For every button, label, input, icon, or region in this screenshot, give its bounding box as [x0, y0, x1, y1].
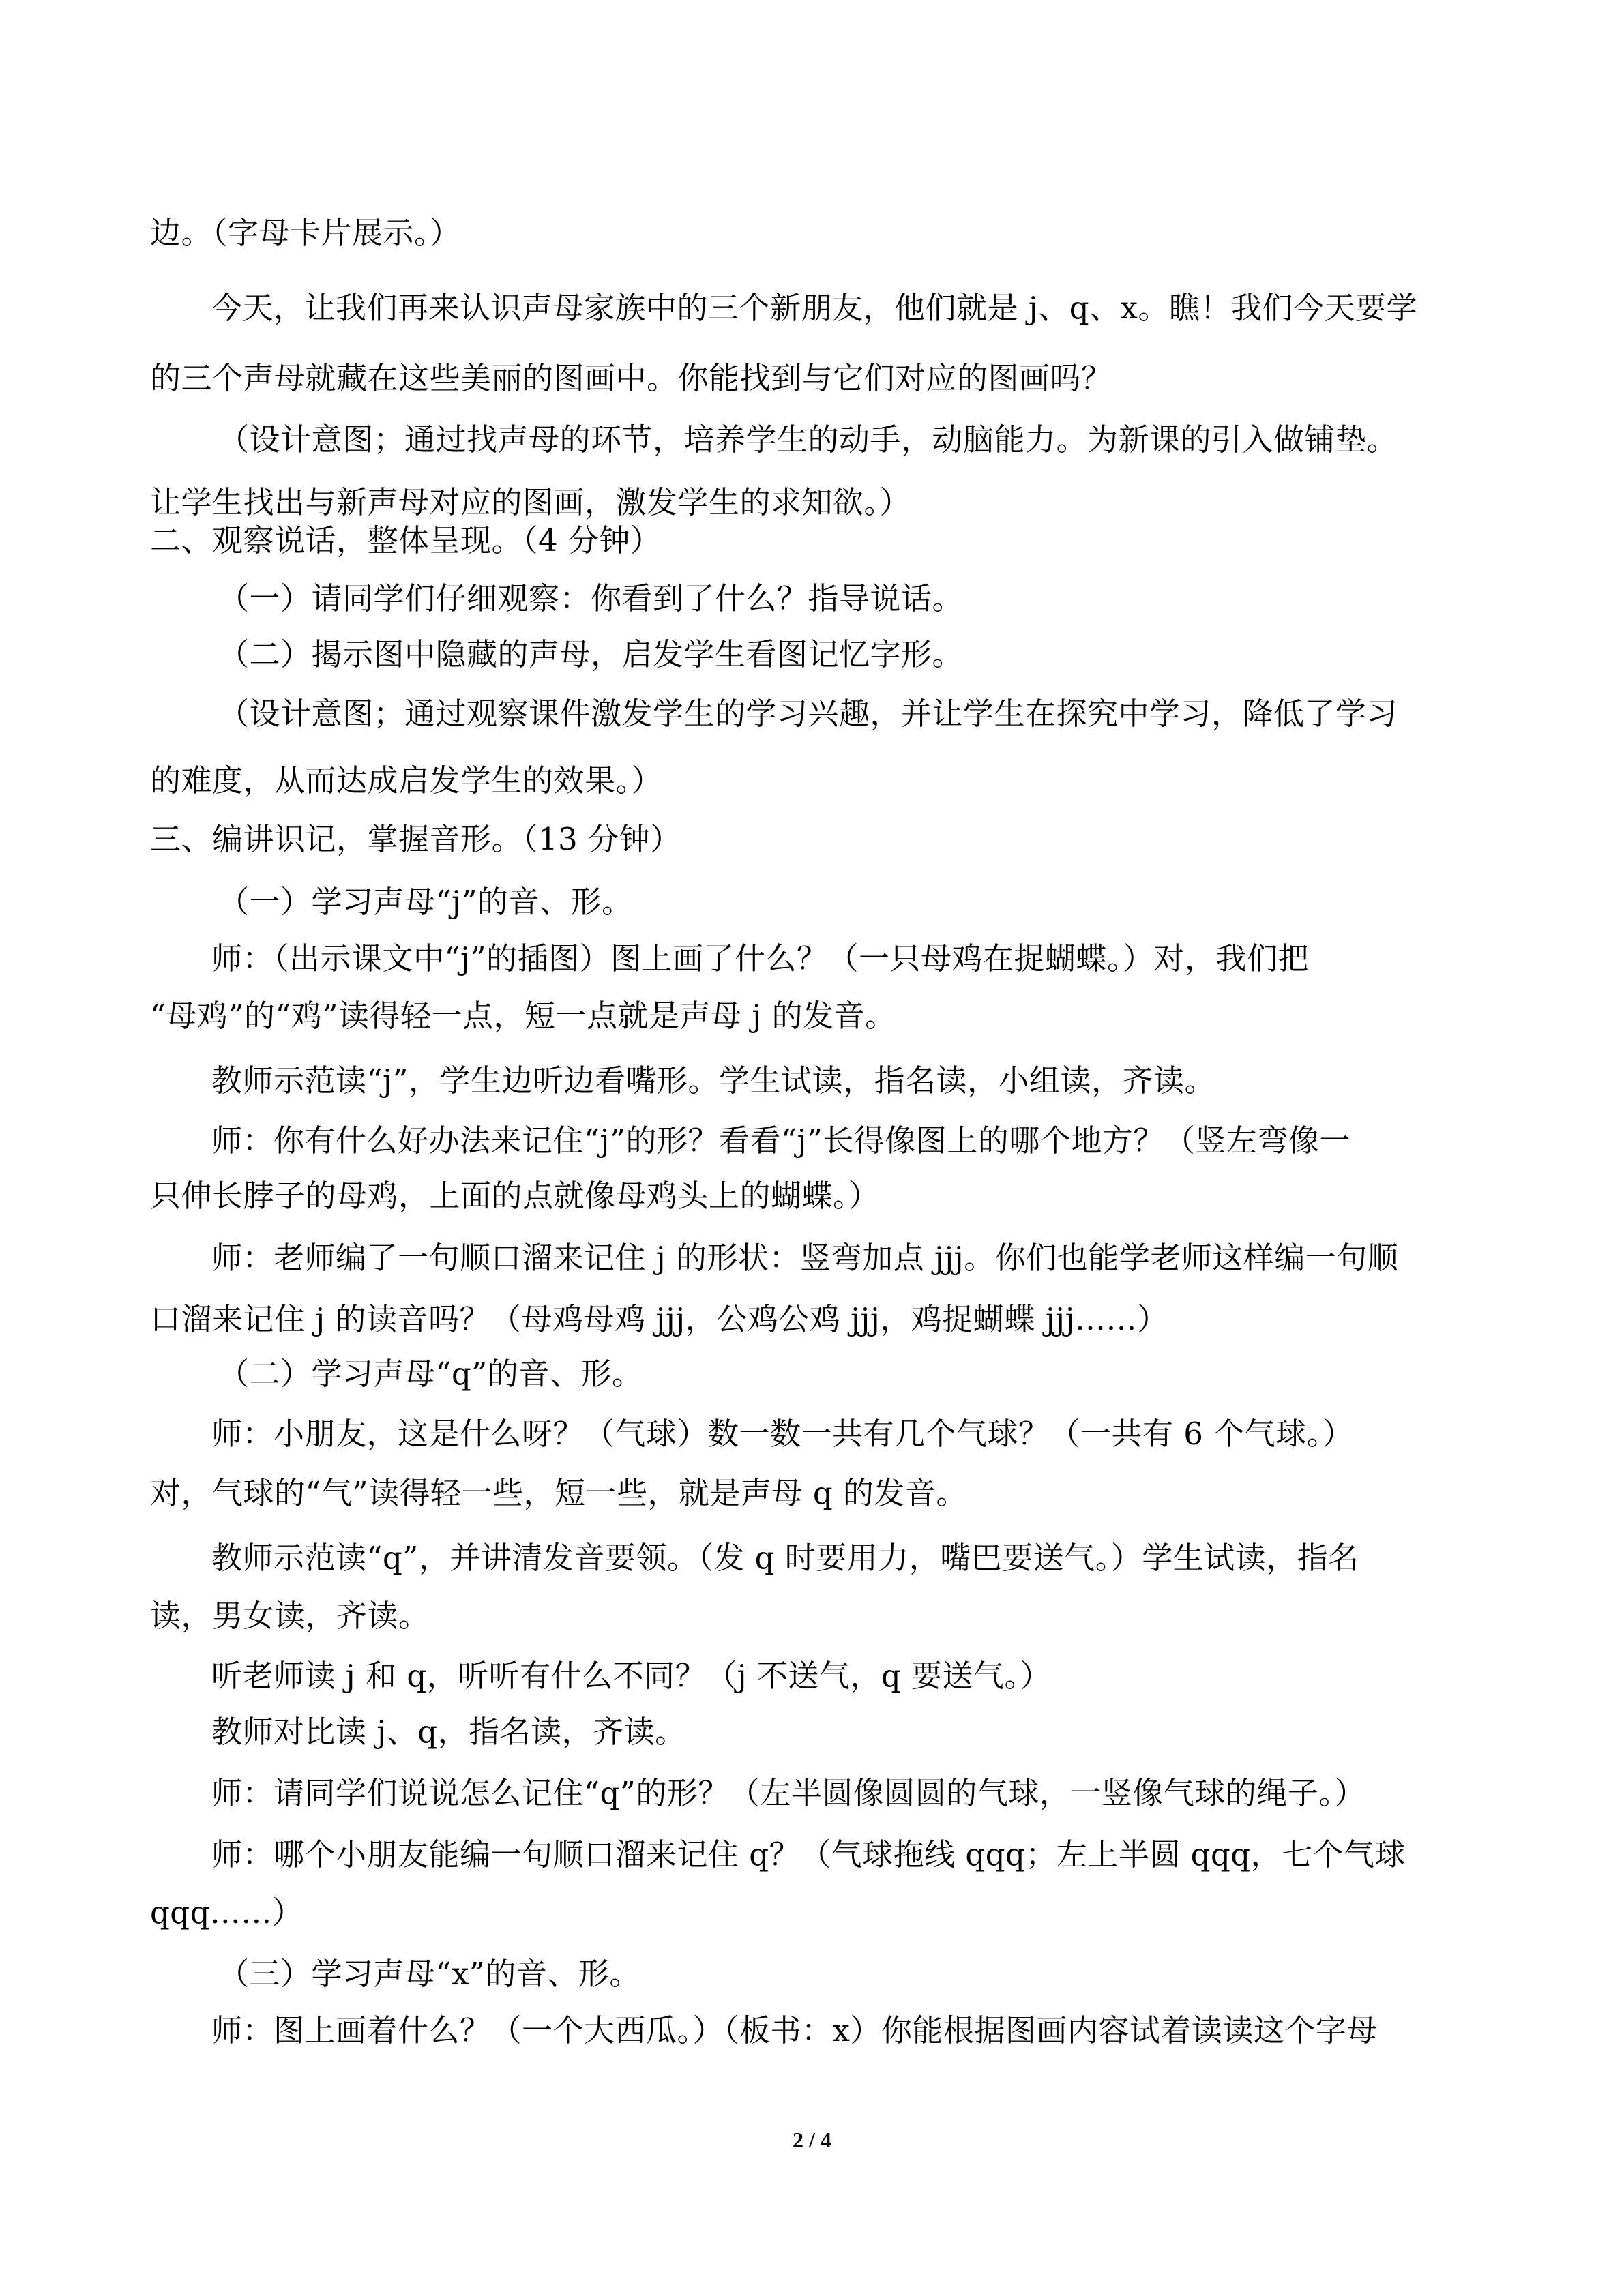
text-line: qqq……）: [150, 1894, 304, 1930]
text-line: 师：你有什么好办法来记住“j”的形？看看“j”长得像图上的哪个地方？（竖左弯像一: [211, 1122, 1350, 1159]
text-line: 边。（字母卡片展示。）: [150, 215, 461, 251]
section-heading: 三、编讲识记，掌握音形。（13 分钟）: [150, 821, 681, 857]
text-line: 教师示范读“q”，并讲清发音要领。（发 q 时要用力，嘴巴要送气。）学生试读，指名: [211, 1540, 1359, 1576]
text-line: 教师示范读“j”，学生边听边看嘴形。学生试读，指名读，小组读，齐读。: [211, 1062, 1215, 1099]
subsection-heading: （一）学习声母“j”的音、形。: [218, 884, 633, 920]
text-line: 师：小朋友，这是什么呀？（气球）数一数一共有几个气球？（一共有 6 个气球。）: [211, 1416, 1354, 1452]
text-line: 读，男女读，齐读。: [150, 1598, 430, 1634]
text-line: 教师对比读 j、q，指名读，齐读。: [211, 1714, 686, 1750]
text-line: 今天，让我们再来认识声母家族中的三个新朋友，他们就是 j、q、x。瞧！我们今天要学: [211, 290, 1417, 326]
text-line: 让学生找出与新声母对应的图画，激发学生的求知欲。）: [150, 484, 911, 520]
text-line: （设计意图；通过观察课件激发学生的学习兴趣，并让学生在探究中学习，降低了学习: [218, 696, 1398, 732]
text-line: 口溜来记住 j 的读音吗？（母鸡母鸡 jjj，公鸡公鸡 jjj，鸡捉蝴蝶 jjj……）: [150, 1301, 1168, 1337]
text-line: 师：请同学们说说怎么记住“q”的形？（左半圆像圆圆的气球，一竖像气球的绳子。）: [211, 1775, 1365, 1811]
text-line: 师：（出示课文中“j”的插图）图上画了什么？（一只母鸡在捉蝴蝶。）对，我们把: [211, 940, 1309, 976]
text-line: （一）请同学们仔细观察：你看到了什么？指导说话。: [218, 580, 964, 616]
text-line: 的三个声母就藏在这些美丽的图画中。你能找到与它们对应的图画吗？: [150, 360, 1112, 396]
text-line: 的难度，从而达成启发学生的效果。）: [150, 762, 663, 799]
text-line: 听老师读 j 和 q，听听有什么不同？（j 不送气，q 要送气。）: [211, 1658, 1052, 1694]
text-line: （设计意图；通过找声母的环节，培养学生的动手，动脑能力。为新课的引入做铺垫。: [218, 421, 1398, 458]
text-line: 对，气球的“气”读得轻一些，短一些，就是声母 q 的发音。: [150, 1475, 967, 1511]
subsection-heading: （二）学习声母“q”的音、形。: [218, 1356, 643, 1392]
text-line: 只伸长脖子的母鸡，上面的点就像母鸡头上的蝴蝶。）: [150, 1178, 880, 1214]
text-line: 师：老师编了一句顺口溜来记住 j 的形状：竖弯加点 jjj。你们也能学老师这样编一句顺: [211, 1240, 1399, 1276]
text-line: （二）揭示图中隐藏的声母，启发学生看图记忆字形。: [218, 636, 964, 672]
text-line: 师：哪个小朋友能编一句顺口溜来记住 q？（气球拖线 qqq；左上半圆 qqq，七个气球: [211, 1836, 1406, 1873]
text-line: 师：图上画着什么？（一个大西瓜。）（板书：x）你能根据图画内容试着读读这个字母: [211, 2012, 1378, 2048]
text-line: “母鸡”的“鸡”读得轻一点，短一点就是声母 j 的发音。: [150, 998, 896, 1034]
section-heading: 二、观察说话，整体呈现。（4 分钟）: [150, 522, 662, 558]
subsection-heading: （三）学习声母“x”的音、形。: [218, 1956, 640, 1992]
page-number: 2 / 4: [793, 2128, 831, 2152]
